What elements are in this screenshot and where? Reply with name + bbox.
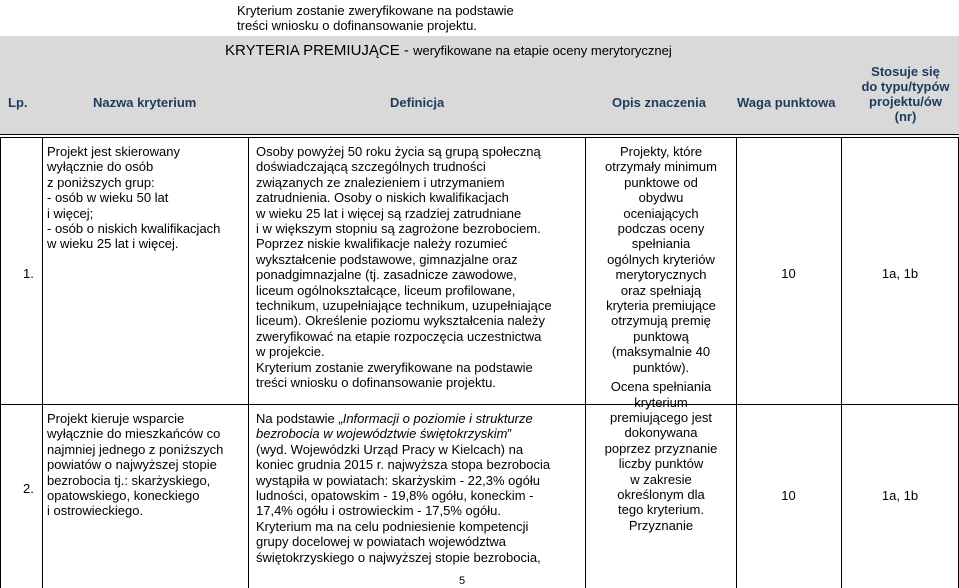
row-2-definition-line: świętokrzyskiego o najwyższej stopie bezrobocia, [256,549,541,565]
row-2-weight: 10 [781,488,796,503]
col-header-name: Nazwa kryterium [93,95,197,110]
row-2-applies: 1a, 1b [881,488,919,503]
row-1-name-line: z poniższych grup: [47,174,155,190]
row-1-definition-line: technikum, uzupełniające technikum, uzupełniające [256,298,552,314]
row-2-definition-line: (wyd. Wojewódzki Urząd Pracy w Kielcach) na [256,441,524,457]
meaning-line: ogólnych kryteriów [607,251,715,267]
col-header-definition: Definicja [390,95,445,110]
row-1-name-line: - osób o niskich kwalifikacjach [47,221,221,237]
meaning-line: tego kryterium. [618,502,704,518]
row-1-weight: 10 [781,266,796,281]
source-document-title: Informacji o poziomie i strukturze [342,411,533,426]
row-2-name-line: opatowskiego, koneckiego [47,488,200,504]
top-note-line: Kryterium zostanie zweryfikowane na podstawie [237,3,514,18]
row-1-definition-line: ponadgimnazjalne (tj. zasadnicze zawodowe, [256,267,517,283]
meaning-line: oraz spełniają [620,282,702,298]
row-1-name-line: - osób w wieku 50 lat [47,190,169,206]
col-header-applies-line: (nr) [894,109,917,124]
row-2-definition-text: Na podstawie „ [256,411,343,426]
row-1-name-line: w wieku 25 lat i więcej. [47,236,179,252]
header-bottom-border [0,134,959,135]
col-divider [841,137,842,588]
meaning-line: dokonywana [624,425,698,441]
row-2-definition-line [256,411,550,426]
row-1-definition-line: doświadczającą szczególnych trudności [256,159,486,175]
row-2-definition-line: wystąpiła w powiatach: skarżyskim - 22,3% ogółu [256,472,540,488]
row-2-name-line: i ostrowieckiego. [47,503,144,519]
row-2-definition-text: ” [507,426,512,442]
source-document-title-cont: bezrobocia w województwie świętokrzyskim [256,426,508,442]
row-1-definition [256,144,552,391]
row-1-definition-line: zweryfikować na etapie rozpoczęcia uczestnictwa [256,328,542,344]
row-1-definition-line: liceum). Określenie poziomu wykształcenia należy [256,313,546,329]
table-border-left [0,137,1,588]
page-number: 5 [459,575,466,587]
col-divider [248,137,249,588]
meaning-line: otrzymują premię [611,313,711,329]
col-divider [736,137,737,588]
row-1-lp: 1. [23,266,34,281]
meaning-line: premiującego jest [610,409,712,425]
meaning-line: punktów). [632,359,690,375]
col-header-lp: Lp. [8,95,28,110]
row-1-definition-line: i w większym stopniu są zagrożone bezrobociem. [256,221,541,237]
section-title-main: KRYTERIA PREMIUJĄCE - [225,42,414,59]
row-2-lp: 2. [23,481,34,496]
meaning-line: Przyznanie [628,517,694,533]
row-2-name-line: powiatów o najwyższej stopie [47,457,217,473]
row-1-applies: 1a, 1b [881,266,919,281]
row-2-definition-line: Kryterium ma na celu podniesienie kompetencji [256,518,529,534]
meaning-line: Projekty, które [619,144,703,159]
row-1-definition-line: liceum ogólnokształcące, liceum profilowane, [256,282,516,298]
row-2-definition-line: grupy docelowej w powiatach województwa [256,534,507,550]
meaning-line: kryterium [634,394,688,410]
row-2-name-line: bezrobocia tj.: skarżyskiego, [47,472,211,488]
row-1-name [47,144,220,252]
col-divider [42,137,43,588]
meaning-line: merytorycznych [615,267,707,283]
meaning-line: punktowe od [624,174,698,190]
top-note-line: treści wniosku o dofinansowanie projektu. [237,18,477,34]
meaning-line: (maksymalnie 40 [611,344,711,360]
row-1-name-line: wyłącznie do osób [47,159,154,175]
meaning-description [586,144,736,533]
row-2-definition-line: koniec grudnia 2015 r. najwyższa stopa bezrobocia [256,457,551,473]
section-title-sub: weryfikowane na etapie oceny merytorycznej [413,43,672,58]
row-2-definition-line: 17,4% ogółu i ostrowieckim - 17,5% ogółu. [256,503,501,519]
row-divider [0,404,959,405]
row-1-definition-line: Kryterium zostanie zweryfikowane na podstawie [256,359,533,375]
section-title [225,42,672,59]
meaning-line: punktową [633,328,689,344]
row-2-name-line: wyłącznie do mieszkańców co [47,426,221,442]
row-2-definition-line: ludności, opatowskim - 19,8% ogółu, koneckim - [256,488,534,504]
top-note [237,3,514,34]
row-2-name [47,411,223,519]
meaning-line: otrzymały minimum [605,159,717,175]
row-1-definition-line: w wieku 25 lat i więcej są rzadziej zatrudniane [256,205,522,221]
row-1-definition-line: wykształcenie podstawowe, gimnazjalne oraz [256,251,518,267]
meaning-line: określonym dla [617,486,705,502]
col-header-applies [852,64,959,124]
col-header-applies-line: Stosuje się [871,64,940,79]
row-1-definition-line: Poprzez niskie kwalifikacje należy rozumieć [256,236,508,252]
row-1-definition-line: związanych ze znalezieniem i utrzymaniem [256,174,505,190]
meaning-line: poprzez przyznanie [604,440,718,456]
col-header-applies-line: projektu/ów [869,94,942,109]
row-2-name-line: Projekt kieruje wsparcie [47,411,185,426]
col-header-meaning: Opis znaczenia [612,95,706,110]
meaning-line: Ocena spełniania [610,379,712,395]
row-1-definition-line: Osoby powyżej 50 roku życia są grupą społeczną [256,144,541,159]
meaning-line: liczby punktów [618,456,704,472]
col-header-weight: Waga punktowa [737,95,836,110]
row-1-name-line: i więcej; [47,205,94,221]
row-2-definition [256,411,550,565]
meaning-line: oceniających [623,205,699,221]
row-1-definition-line: zatrudnienia. Osoby o niskich kwalifikacjach [256,190,509,206]
meaning-line: obydwu [638,190,684,206]
row-1-definition-line: treści wniosku o dofinansowanie projektu. [256,375,496,391]
meaning-line: podczas oceny [617,221,705,237]
col-header-applies-line: do typu/typów [861,79,950,94]
meaning-line: kryteria premiujące [606,298,716,314]
row-2-name-line: najmniej jednego z poniższych [47,441,224,457]
row-2-definition-line [256,426,550,441]
meaning-line: w zakresie [630,471,692,487]
header-bottom-border-2 [0,137,959,138]
row-1-definition-line: w projekcie. [256,344,325,360]
meaning-line: spełniania [631,236,691,252]
row-1-name-line: Projekt jest skierowany [47,144,180,159]
